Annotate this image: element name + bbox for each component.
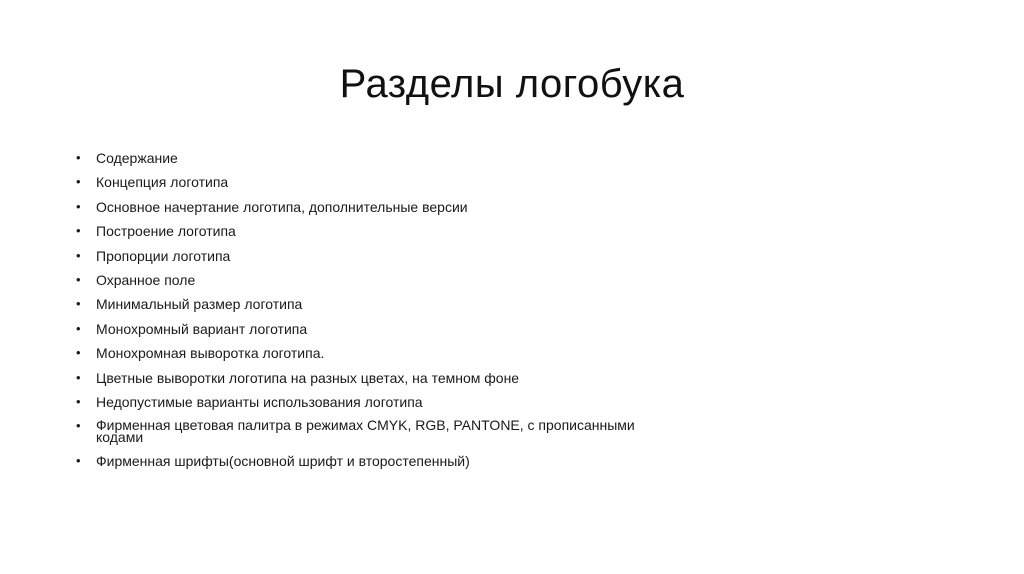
list-item xyxy=(74,395,674,409)
list-item xyxy=(74,454,674,468)
list-item xyxy=(74,371,674,385)
bullet-icon: • xyxy=(76,452,81,468)
list-item-text: Монохромная выворотка логотипа. xyxy=(96,345,325,362)
bullet-icon: • xyxy=(76,320,81,336)
list-item-text: Охранное поле xyxy=(96,271,196,288)
list-item xyxy=(74,224,674,238)
list-item xyxy=(74,322,674,336)
list-item-text: Недопустимые варианты использования логотипа xyxy=(96,393,423,410)
list-item xyxy=(74,200,674,214)
list-item-text: Построение логотипа xyxy=(96,223,236,240)
list-item-text: Цветные выворотки логотипа на разных цветах, на темном фоне xyxy=(96,369,520,386)
bullet-icon: • xyxy=(76,198,81,214)
bullet-list xyxy=(74,151,674,478)
list-item-text: Пропорции логотипа xyxy=(96,247,231,264)
bullet-icon: • xyxy=(76,174,81,190)
list-item xyxy=(74,249,674,263)
bullet-icon: • xyxy=(76,150,81,165)
list-item xyxy=(74,297,674,311)
bullet-icon: • xyxy=(76,223,81,239)
bullet-icon: • xyxy=(76,393,81,409)
list-item-text: Минимальный размер логотипа xyxy=(96,296,303,313)
list-item-text: Концепция логотипа xyxy=(96,174,229,191)
list-item xyxy=(74,273,674,287)
bullet-icon: • xyxy=(76,345,81,361)
bullet-icon: • xyxy=(76,418,81,434)
list-item-text: Фирменная цветовая палитра в режимах CMYK, RGB, PANTONE, с прописанными кодами xyxy=(96,417,635,446)
bullet-icon: • xyxy=(76,247,81,263)
bullet-icon: • xyxy=(76,369,81,385)
slide-title: Разделы логобука xyxy=(339,62,685,106)
list-item-text: Основное начертание логотипа, дополнительные версии xyxy=(96,198,468,215)
list-item-text: Монохромный вариант логотипа xyxy=(96,320,308,337)
list-item-text: Содержание xyxy=(96,150,178,166)
list-item xyxy=(74,346,674,360)
list-item xyxy=(74,417,674,446)
list-item-text: Фирменная шрифты(основной шрифт и второстепенный) xyxy=(96,452,470,469)
list-item xyxy=(74,151,674,165)
bullet-icon: • xyxy=(76,271,81,287)
bullet-icon: • xyxy=(76,296,81,312)
list-item xyxy=(74,175,674,189)
